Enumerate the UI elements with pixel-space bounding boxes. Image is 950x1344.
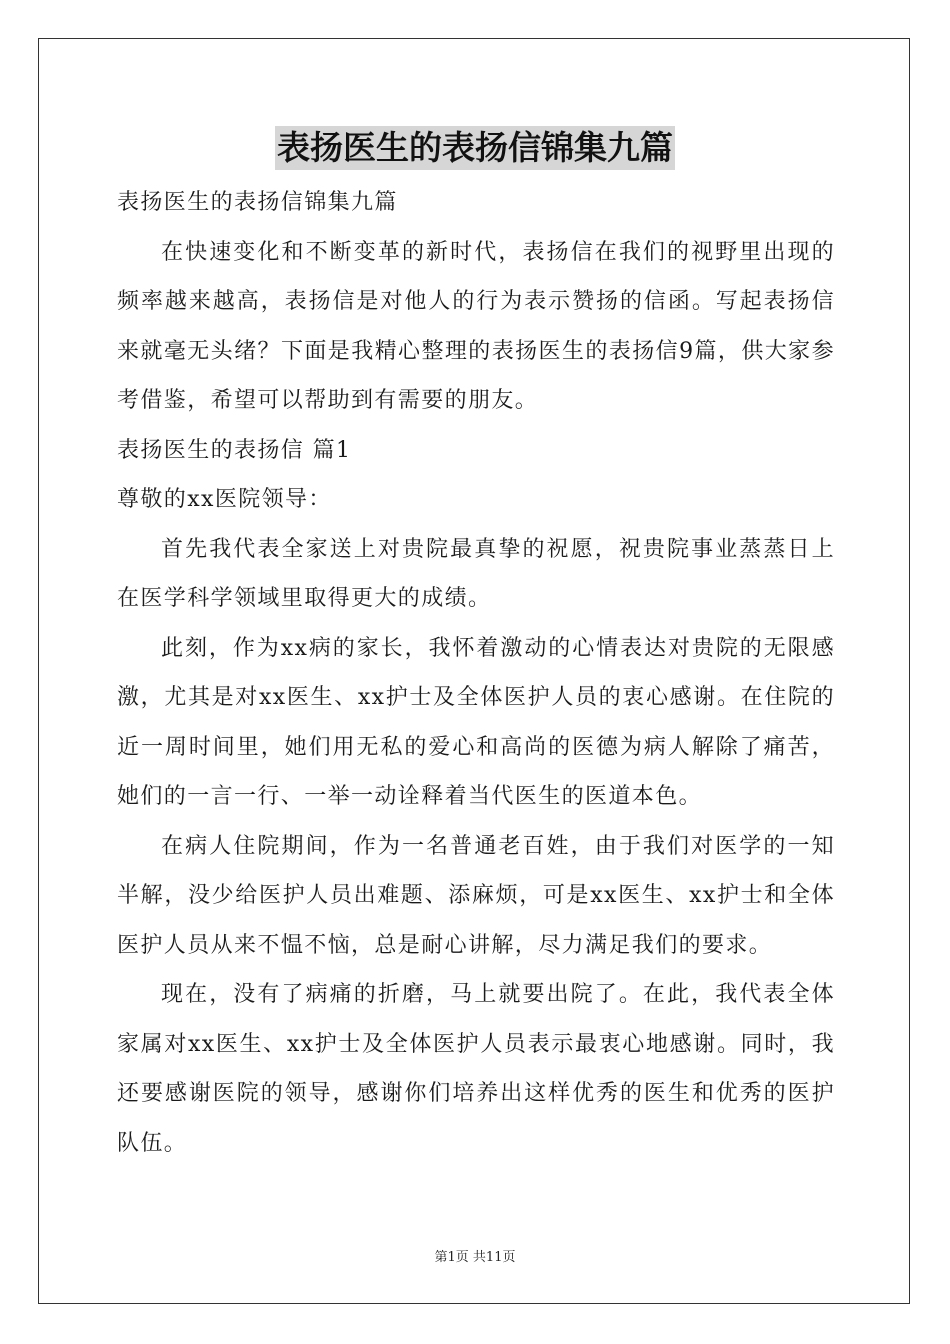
body-paragraph: 此刻，作为xx病的家长，我怀着激动的心情表达对贵院的无限感激，尤其是对xx医生、xx护士及全体医护人员的衷心感谢。在住院的近一周时间里，她们用无私的爱心和高尚的医德为病人解除了痛苦，她们的一言一行、一举一动诠释着当代医生的医道本色。	[117, 635, 835, 809]
salutation: 尊敬的xx医院领导：	[117, 487, 332, 512]
document-title: 表扬医生的表扬信锦集九篇	[275, 126, 675, 170]
body-paragraph: 首先我代表全家送上对贵院最真挚的祝愿，祝贵院事业蒸蒸日上在医学科学领域里取得更大的成绩。	[117, 536, 835, 611]
intro-paragraph: 在快速变化和不断变革的新时代，表扬信在我们的视野里出现的频率越来越高，表扬信是对他人的行为表示赞扬的信函。写起表扬信来就毫无头绪？下面是我精心整理的表扬医生的表扬信9篇，供大家参考借鉴，希望可以帮助到有需要的朋友。	[117, 239, 835, 413]
title-container	[0, 126, 950, 170]
page-footer: 第1页 共11页	[434, 1250, 516, 1265]
subtitle-line: 表扬医生的表扬信锦集九篇	[117, 190, 398, 215]
section-heading: 表扬医生的表扬信 篇1	[117, 437, 352, 463]
body-paragraph: 在病人住院期间，作为一名普通老百姓，由于我们对医学的一知半解，没少给医护人员出难题、添麻烦，可是xx医生、xx护士和全体医护人员从来不愠不恼，总是耐心讲解，尽力满足我们的要求。	[117, 833, 835, 958]
body-paragraph: 现在，没有了病痛的折磨，马上就要出院了。在此，我代表全体家属对xx医生、xx护士及全体医护人员表示最衷心地感谢。同时，我还要感谢医院的领导，感谢你们培养出这样优秀的医生和优秀的医护队伍。	[117, 982, 835, 1156]
document-body	[117, 178, 835, 1168]
